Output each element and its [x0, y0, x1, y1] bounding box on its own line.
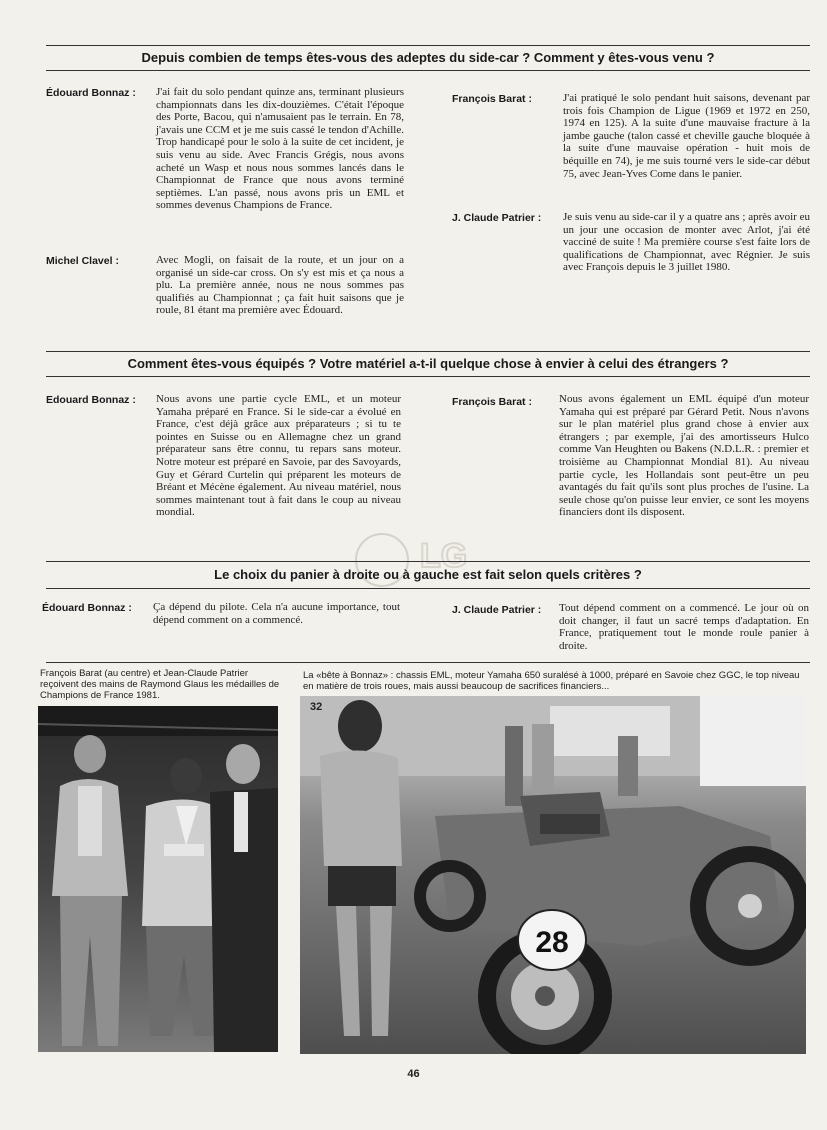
section-rule [46, 70, 810, 71]
speaker-patrier: J. Claude Patrier : [452, 212, 542, 224]
watermark-logo [348, 515, 478, 605]
speaker-clavel: Michel Clavel : [46, 255, 119, 267]
answer-bonnaz: J'ai fait du solo pendant quinze ans, terminant plusieurs championnats dans les dix-douzièmes. C'était l'époque des Porte, Bacou, qui n'amusaient pas le terrain. En 78, j'avais une CCM et je me suis cassé le tendon d'Achille. Trop handicapé pour le solo à la suite de cet incident, je suis venu au side. Avec Francis Grégis, nous avons acheté un Wasp et nous nous sommes lancés dans le Championnat de France que nous avons terminé septièmes. L'an passé, nous avons pris un EML et sommes devenus Champions de France. [156, 86, 404, 212]
answer-patrier: Je suis venu au side-car il y a quatre ans ; après avoir eu un jour une occasion de monter avec Arlot, j'ai été vacciné de suite ! Ma première course s'est faite lors de qualifications de Championnat, avec Régnier. Je suis avec François depuis le 3 juillet 1980. [563, 211, 810, 274]
question-heading-1: Depuis combien de temps êtes-vous des adeptes du side-car ? Comment y êtes-vous venu ? [141, 50, 715, 65]
question-heading-2: Comment êtes-vous équipés ? Votre matériel a-t-il quelque chose à envier à celui des étrangers ? [127, 356, 729, 371]
question-heading-3: Le choix du panier à droite ou à gauche est fait selon quels critères ? [214, 567, 642, 582]
answer-barat: J'ai pratiqué le solo pendant huit saisons, devenant par trois fois Champion de Ligue (1969 et 1972 en 250, 1974 en 125). A la suite d'une mauvaise fracture à la jambe gauche (talon cassé et cheville gauche bloquée à la suite d'une mauvaise opération - huit mois de béquille en 74), je me suis tourné vers le side-car début 75, avec Jean-Yves Come dans le panier. [563, 92, 810, 180]
section-rule [46, 45, 810, 46]
section-rule [46, 561, 810, 562]
section-rule [46, 588, 810, 589]
speaker-bonnaz: Edouard Bonnaz : [46, 394, 136, 406]
speaker-bonnaz: Édouard Bonnaz : [46, 87, 136, 99]
answer-bonnaz: Nous avons une partie cycle EML, et un moteur Yamaha préparé en France. Si le side-car a évolué en France, c'est déjà grâce aux préparateurs ; si tu te pointes en Suisse ou en Allemagne chez un grand préparateur sans être connu, tu repars sans moteur. Notre moteur est préparé en Savoie, par des Savoyards, Guy et Gérard Curtelin qui préparent les moteurs de Bréant et Mécène également. Au niveau matériel, nous sommes maintenant tout à fait dans le coup au niveau mondial. [156, 393, 401, 519]
answer-clavel: Avec Mogli, on faisait de la route, et un jour on a organisé un side-car cross. On s'y est mis et ça nous a plu. La première année, nous ne nous sommes pas qualifiés au Championnat ; ça fait huit saisons que je roule, 81 étant ma première avec Édouard. [156, 254, 404, 317]
svg-text:LG: LG [420, 537, 468, 575]
corner-number-text: 32 [310, 701, 323, 713]
section-rule [46, 351, 810, 352]
photo-award-ceremony [38, 706, 278, 1052]
speaker-barat: François Barat : [452, 396, 532, 408]
page-number: 46 [407, 1068, 420, 1080]
speaker-barat: François Barat : [452, 93, 532, 105]
section-rule [46, 662, 810, 663]
photo-caption-left: François Barat (au centre) et Jean-Claude Patrier reçoivent des mains de Raymond Glaus les médailles de Champions de France 1981. [40, 668, 280, 701]
answer-barat: Nous avons également un EML équipé d'un moteur Yamaha qui est préparé par Gérard Petit. Nous n'avons sur le plan matériel plus grand chose à envier aux étrangers ; par exemple, j'ai des amortisseurs Hulco comme Van Heughten ou Bakens (N.D.L.R. : premier et troisième au Championnat Mondial 81). Au niveau partie cycle, les Hollandais sont peut-être un peu avantagés du fait qu'ils sont plus proches de l'usine. La seule chose qu'on puisse leur envier, ce sont les moyens financiers dont ils disposent. [559, 393, 809, 519]
speaker-bonnaz: Édouard Bonnaz : [42, 602, 132, 614]
photo-sidecar [300, 696, 806, 1054]
number-plate-text: 28 [535, 926, 569, 959]
speaker-patrier: J. Claude Patrier : [452, 604, 542, 616]
photo-caption-right: La «bête à Bonnaz» : chassis EML, moteur Yamaha 650 suralésé à 1000, préparé en Savoie chez GGC, le top niveau en matière de trois roues, mais aussi beaucoup de sacrifices financiers... [303, 670, 800, 692]
answer-patrier: Tout dépend comment on a commencé. Le jour où on doit changer, il faut un sacré temps d'adaptation. En France, pratiquement tout le monde roule panier à droite. [559, 602, 809, 652]
answer-bonnaz: Ça dépend du pilote. Cela n'a aucune importance, tout dépend comment on a commencé. [153, 601, 400, 626]
section-rule [46, 376, 810, 377]
